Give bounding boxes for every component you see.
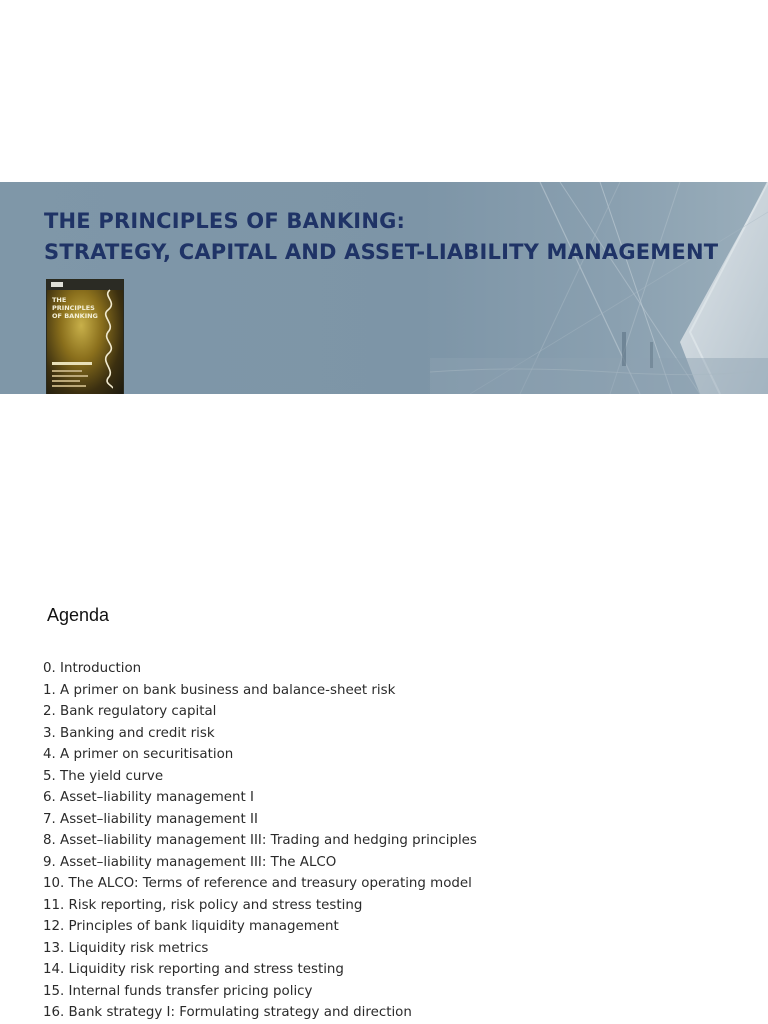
agenda-item: 7. Asset–liability management II <box>43 811 258 827</box>
agenda-heading: Agenda <box>47 605 110 625</box>
agenda-item: 5. The yield curve <box>43 768 164 784</box>
agenda-item: 10. The ALCO: Terms of reference and treasury operating model <box>43 876 472 891</box>
title-line-1: THE PRINCIPLES OF BANKING: <box>44 209 406 233</box>
book-cover-title: THE PRINCIPLES OF BANKING <box>52 296 98 320</box>
agenda-item: 14. Liquidity risk reporting and stress testing <box>43 962 344 977</box>
book-cover-image <box>47 280 123 394</box>
agenda-item: 15. Internal funds transfer pricing policy <box>43 983 313 999</box>
agenda-item: 11. Risk reporting, risk policy and stress testing <box>43 897 363 913</box>
agenda-item: 2. Bank regulatory capital <box>43 704 217 719</box>
agenda-item: 8. Asset–liability management III: Trading and hedging principles <box>43 833 477 848</box>
agenda-list <box>43 658 477 1024</box>
presentation-title <box>44 206 718 268</box>
agenda-item: 1. A primer on bank business and balance-sheet risk <box>43 682 396 698</box>
agenda-item: 16. Bank strategy I: Formulating strategy and direction <box>43 1005 412 1020</box>
signature-graphic <box>100 286 120 390</box>
agenda-item: 12. Principles of bank liquidity management <box>43 919 339 934</box>
agenda-item: 0. Introduction <box>43 661 142 676</box>
publisher-logo <box>51 282 63 287</box>
book-author-line <box>52 362 92 365</box>
agenda-item: 9. Asset–liability management III: The ALCO <box>43 854 337 870</box>
agenda-item: 6. Asset–liability management I <box>43 790 254 805</box>
agenda-item: 13. Liquidity risk metrics <box>43 940 209 956</box>
title-banner <box>0 182 768 394</box>
title-line-2: STRATEGY, CAPITAL AND ASSET-LIABILITY MANAGEMENT <box>44 240 719 264</box>
agenda-item: 4. A primer on securitisation <box>43 747 234 762</box>
agenda-item: 3. Banking and credit risk <box>43 725 215 741</box>
